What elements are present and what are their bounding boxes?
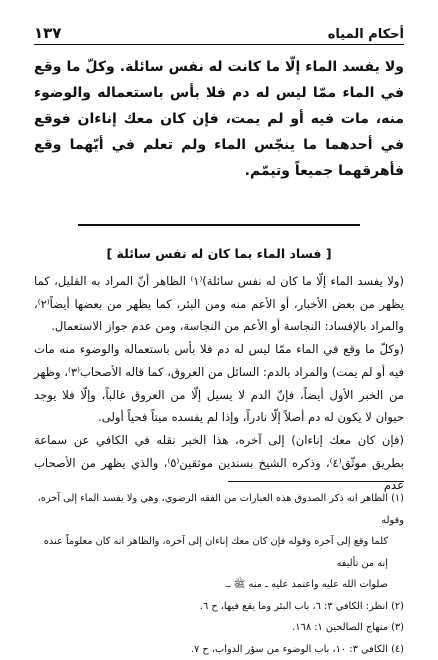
footnote-4 [34, 639, 404, 660]
page-number: ١٣٧ [34, 24, 61, 42]
commentary [34, 270, 404, 497]
footnotes [34, 488, 404, 660]
commentary-paragraph: (ولا يفسد الماء إلّا ما كان له نفس سائلة)⁽١⁾ الظاهر أنّ المراد به القليل، كما يظهر من بعض الأخبار، أو الأعم منه ومن البئر، كما يظهر من بعضها أيضاً⁽٢⁾، والمراد بالإفساد: النجاسة أو الأعم من النجاسة، ومن عدم جواز الاستعمال. [34, 270, 404, 338]
footnote-rule [228, 481, 404, 482]
footnote-marker: (٢) [391, 601, 404, 612]
main-paragraph: ولا يفسد الماء إلّا ما كانت له نفس سائلة. وكلّ ما وقع في الماء ممّا ليس له دم فلا بأس باستعماله والوضوء منه، مات فيه أو لم يمت، فإن كان معك إناءان فوقع في أحدهما ما ينجّس الماء ولم تعلم في أيّهما وقع فأهرقهما جميعاً وتيمّم. [34, 54, 404, 184]
main-text [34, 54, 404, 184]
footnote-1-line-2: كلما وقع إلى آخره وقوله فإن كان معك إناءان إلى آخره، والظاهر انه كان معلوماً عنده إنه من تأليفه [34, 531, 404, 574]
footnote-1 [34, 488, 404, 531]
footnote-text: الكافي ٣: ١٠، باب الوضوء من سؤر الدواب، ح ٧. [191, 644, 388, 655]
commentary-paragraph: (وكلّ ما وقع في الماء ممّا ليس له دم فلا بأس باستعماله والوضوء منه مات فيه أو لم يمت) والمراد بالدم: السائل من العروق، كما قاله الأصحاب⁽٣⁾، وظهر من الخبر الأول أيضاً، فإنّ الدم لا يسيل إلّا من العروق غالباً، وإلّا فلا يوجد حيوان لا يكون له دم أصلاً إلّا نادراً، وإذا لم يفسده ميتاً فحياً أولى. [34, 338, 404, 429]
section-separator [78, 224, 360, 226]
header-rule [34, 44, 404, 45]
footnote-1-line-3: صلوات الله عليه واعتمد عليه ـ منه ﷺ ـ. [34, 574, 404, 596]
page-header [34, 18, 404, 42]
footnote-marker: (٤) [391, 644, 404, 655]
footnote-text: انظر: الكافي ٣: ٦، باب البئر وما يقع فيها، ح ٦. [200, 601, 388, 612]
footnote-2 [34, 596, 404, 618]
footnote-text: الظاهر انه ذكر الصدوق هذه العبارات من الفقه الرضوي، وهي ولا يفسد الماء إلى آخره، وقوله [38, 493, 404, 526]
footnote-marker: (١) [391, 493, 404, 504]
footnote-marker: (٣) [391, 622, 404, 633]
footnote-3 [34, 617, 404, 639]
commentary-paragraph: (فإن كان معك إناءان) إلى آخره، هذا الخبر نقله في الكافي عن سماعة بطريق موثّق⁽٤⁾، وذكره الشيخ بسندين موثقين⁽٥⁾، والذي يظهر من الأصحاب عدم [34, 429, 404, 497]
section-title: [ فساد الماء بما كان له نفس سائلة ] [0, 246, 438, 261]
footnote-text: منهاج الصالحين ١: ١٦٨. [292, 622, 388, 633]
running-title: أحكام المياه [328, 27, 404, 42]
